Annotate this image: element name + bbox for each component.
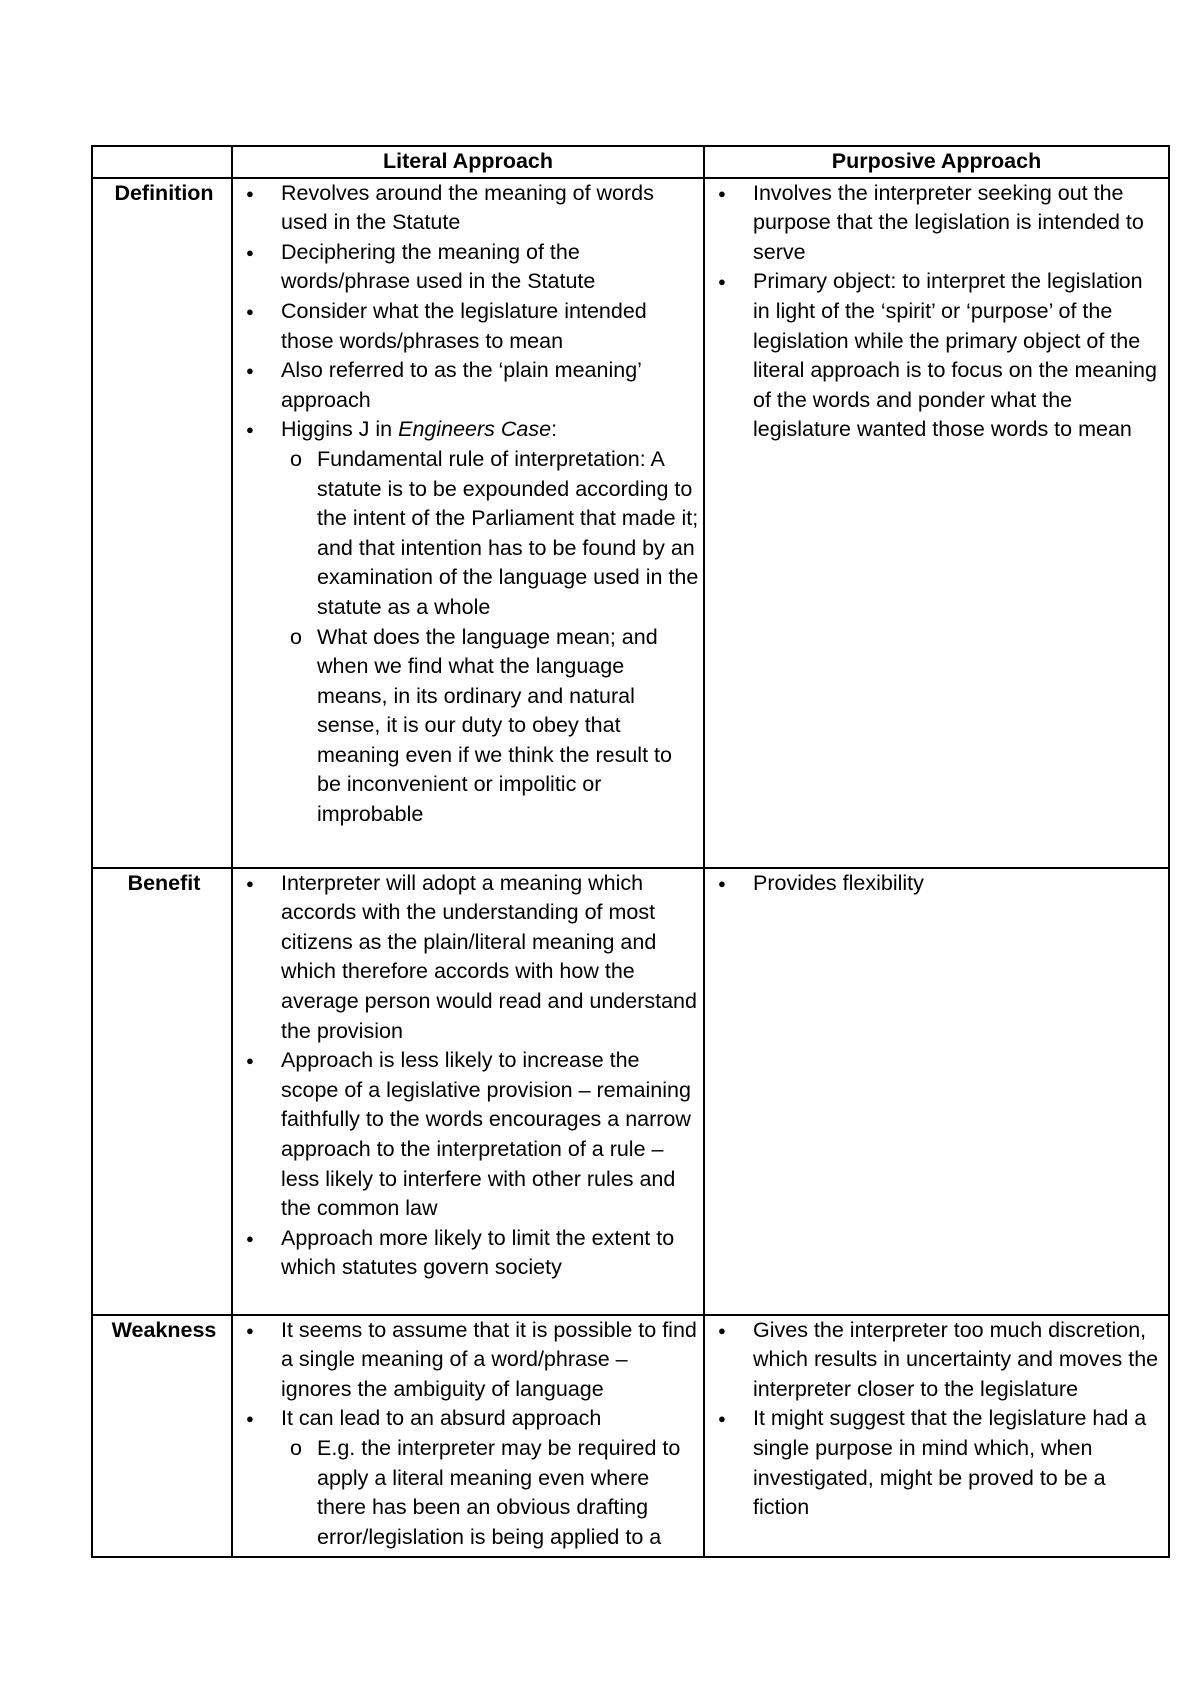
header-corner-cell — [92, 146, 232, 178]
row-definition — [92, 178, 1169, 868]
row-weakness — [92, 1315, 1169, 1557]
cell-weakness-literal — [232, 1315, 704, 1557]
list-item: ● Approach is less likely to increase the scope of a legislative provision – remaining faithfully to the words encourages a narrow approach to the interpretation of a rule – less likely to interfere with other rules and the common law — [241, 1046, 699, 1224]
list-item: ● Approach more likely to limit the extent to which statutes govern society — [241, 1224, 699, 1283]
list-item: ● Consider what the legislature intended those words/phrases to mean — [241, 297, 699, 356]
list-item: ● It might suggest that the legislature had a single purpose in mind which, when investigated, might be proved to be a fiction — [713, 1404, 1164, 1522]
bullet-list — [241, 869, 699, 1283]
case-intro-colon: : — [551, 417, 558, 442]
bullet-list — [713, 1316, 1164, 1523]
list-item: ● Involves the interpreter seeking out the purpose that the legislation is intended to serve — [713, 179, 1164, 268]
list-item: ● Deciphering the meaning of the words/phrase used in the Statute — [241, 238, 699, 297]
cell-definition-purposive — [704, 178, 1169, 868]
case-intro-text: Higgins J in — [281, 417, 399, 442]
row-label-definition: Definition — [92, 178, 232, 868]
list-item: ● Interpreter will adopt a meaning which accords with the understanding of most citizens as the plain/literal meaning and which therefore accords with how the average person would read and understand the provision — [241, 869, 699, 1047]
row-benefit — [92, 868, 1169, 1315]
list-item — [241, 415, 699, 829]
list-item: ● Provides flexibility — [713, 869, 1164, 899]
sub-bullet-list — [281, 1434, 699, 1552]
cell-benefit-purposive — [704, 868, 1169, 1315]
bullet-list — [241, 1316, 699, 1553]
case-name: Engineers Case — [398, 417, 552, 442]
list-item: ● Gives the interpreter too much discretion, which results in uncertainty and moves the interpreter closer to the legislature — [713, 1316, 1164, 1405]
bullet-list — [241, 179, 699, 830]
sub-list-item: o Fundamental rule of interpretation: A statute is to be expounded according to the intent of the Parliament that made it; and that intention has to be found by an examination of the language used in the statute as a whole — [281, 445, 699, 623]
cell-weakness-purposive — [704, 1315, 1169, 1557]
list-item — [241, 1404, 699, 1552]
comparison-table — [91, 145, 1170, 1558]
cell-benefit-literal — [232, 868, 704, 1315]
header-row — [92, 146, 1169, 178]
sub-list-item: o What does the language mean; and when we find what the language means, in its ordinary and natural sense, it is our duty to obey that meaning even if we think the result to be inconvenient or impolitic or improbable — [281, 623, 699, 830]
bullet-list — [713, 179, 1164, 445]
list-item: ● Revolves around the meaning of words used in the Statute — [241, 179, 699, 238]
list-item: ● It seems to assume that it is possible to find a single meaning of a word/phrase – ignores the ambiguity of language — [241, 1316, 699, 1405]
sub-bullet-list — [281, 445, 699, 830]
sub-list-item: o E.g. the interpreter may be required to apply a literal meaning even where there has been an obvious drafting error/legislation is being applied to a — [281, 1434, 699, 1552]
header-literal-approach: Literal Approach — [232, 146, 704, 178]
list-item: ● Primary object: to interpret the legislation in light of the ‘spirit’ or ‘purpose’ of the legislation while the primary object of the literal approach is to focus on the meaning of the words and ponder what the legislature wanted those words to mean — [713, 267, 1164, 445]
row-label-weakness: Weakness — [92, 1315, 232, 1557]
row-label-benefit: Benefit — [92, 868, 232, 1315]
header-purposive-approach: Purposive Approach — [704, 146, 1169, 178]
cell-definition-literal — [232, 178, 704, 868]
bullet-list — [713, 869, 1164, 899]
list-item-text: It can lead to an absurd approach — [281, 1406, 602, 1431]
list-item: ● Also referred to as the ‘plain meaning’ approach — [241, 356, 699, 415]
